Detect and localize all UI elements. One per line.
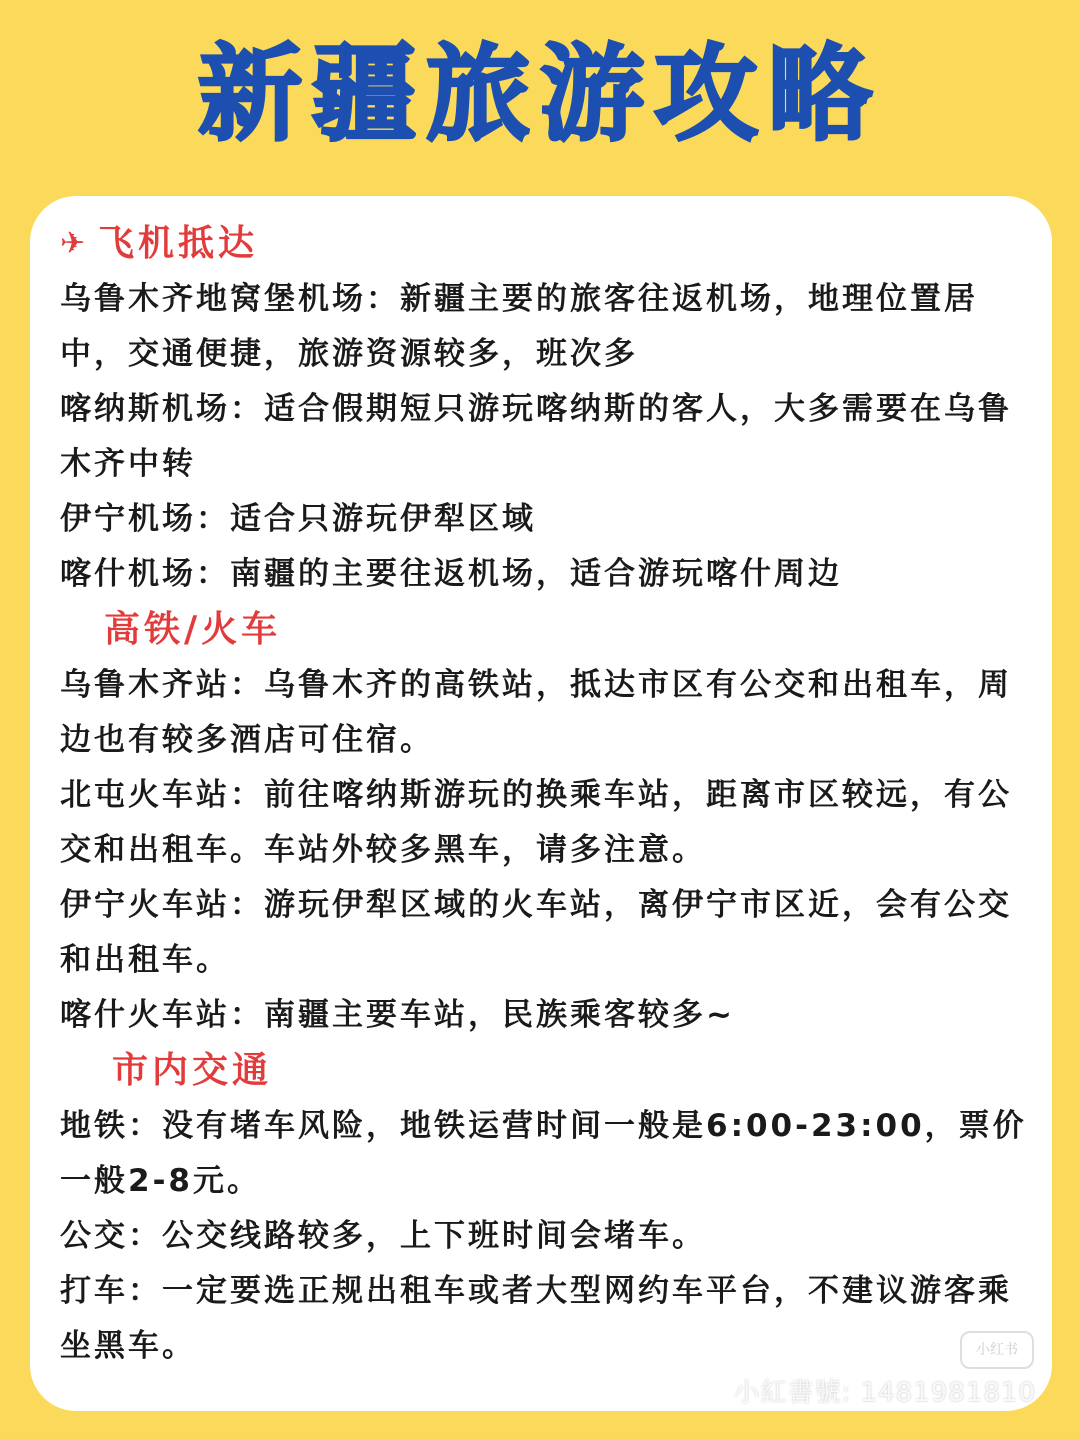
section-heading: 高铁/火车 [104, 609, 282, 650]
list-item: 公交：公交线路较多，上下班时间会堵车。 [60, 1218, 706, 1254]
list-item: 地铁：没有堵车风险，地铁运营时间一般是6:00-23:00，票价一般2-8元。 [60, 1108, 1027, 1199]
list-item: 打车：一定要选正规出租车或者大型网约车平台，不建议游客乘坐黑车。 [60, 1273, 1012, 1364]
list-item: 伊宁火车站：游玩伊犁区域的火车站，离伊宁市区近，会有公交和出租车。 [60, 887, 1012, 978]
list-item: 喀纳斯机场：适合假期短只游玩喀纳斯的客人，大多需要在乌鲁木齐中转 [60, 391, 1012, 482]
list-item: 喀什机场：南疆的主要往返机场，适合游玩喀什周边 [60, 556, 842, 592]
section-heading [60, 216, 1030, 272]
section-heading: 市内交通 [112, 1050, 273, 1091]
section-train [60, 602, 1030, 1043]
watermark-badge: 小红书 [960, 1331, 1034, 1369]
airplane-icon: ✈ [60, 226, 90, 261]
list-item: 北屯火车站：前往喀纳斯游玩的换乘车站，距离市区较远，有公交和出租车。车站外较多黑车，请多注意。 [60, 777, 1012, 868]
watermark-text: 小紅書號: 1481981810 [733, 1378, 1036, 1408]
page-title: 新疆旅游攻略 [197, 33, 882, 155]
section-heading-label: 飞机抵达 [98, 223, 259, 264]
content-body [60, 216, 1030, 1374]
section-flight [60, 216, 1030, 602]
section-city-transport [60, 1043, 1030, 1374]
list-item: 乌鲁木齐地窝堡机场：新疆主要的旅客往返机场，地理位置居中，交通便捷，旅游资源较多，班次多 [60, 281, 978, 372]
list-item: 伊宁机场：适合只游玩伊犁区域 [60, 501, 536, 537]
content-card [30, 196, 1052, 1411]
list-item: 乌鲁木齐站：乌鲁木齐的高铁站，抵达市区有公交和出租车，周边也有较多酒店可住宿。 [60, 667, 1012, 758]
list-item: 喀什火车站：南疆主要车站，民族乘客较多~ [60, 997, 735, 1033]
